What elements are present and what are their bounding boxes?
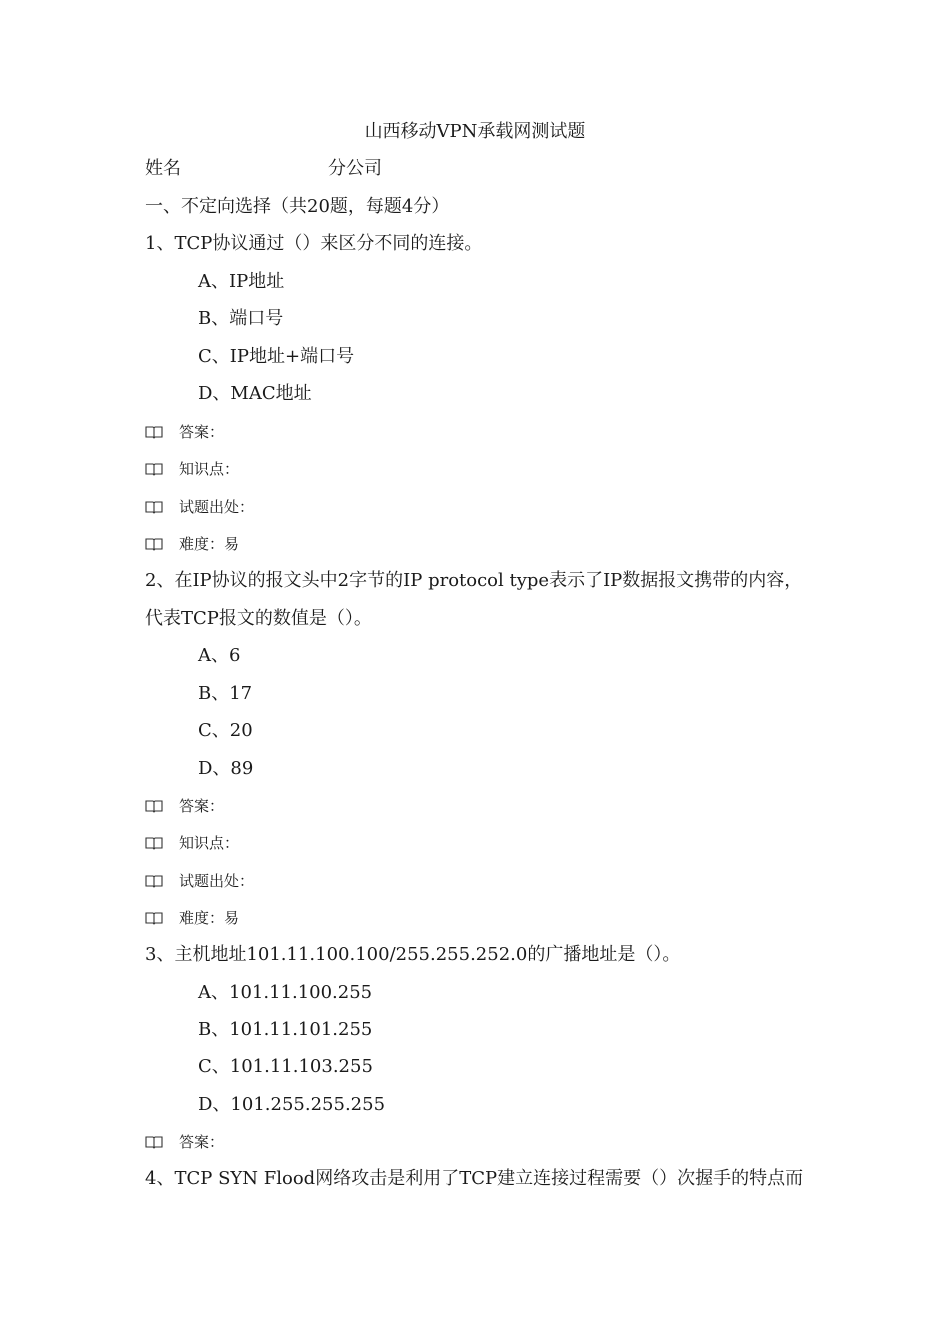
open-book-icon [145,500,163,514]
open-book-icon [145,836,163,850]
company-label: 分公司 [328,158,382,179]
source-label: 试题出处： [179,872,255,890]
question-3-answer [145,1130,224,1154]
answer-label: 答案： [179,423,225,441]
question-2-source [145,869,254,893]
question-2-difficulty [145,906,239,930]
difficulty-label: 难度：易 [179,909,240,927]
question-2-option-a: A、6 [198,645,241,666]
question-3-option-c: C、101.11.103.255 [198,1056,373,1077]
question-3-option-a: A、101.11.100.255 [198,982,373,1003]
question-1-option-a: A、IP地址 [198,271,285,292]
difficulty-label: 难度：易 [179,535,240,553]
question-2-option-b: B、17 [198,683,253,704]
open-book-icon [145,537,163,551]
document-title: 山西移动VPN承载网测试题 [364,121,586,142]
answer-label: 答案： [179,797,225,815]
question-2-stem-line-1: 2、在IP协议的报文头中2字节的IP protocol type表示了IP数据报文携带的内容， [145,570,803,591]
question-3-option-d: D、101.255.255.255 [198,1094,386,1115]
question-2-option-c: C、20 [198,720,253,741]
question-1-knowledge [145,457,239,481]
question-2-stem-line-2: 代表TCP报文的数值是（）。 [145,608,372,629]
question-2-answer [145,794,224,818]
source-label: 试题出处： [179,498,255,516]
question-2-knowledge [145,831,239,855]
answer-label: 答案： [179,1133,225,1151]
question-1-option-b: B、端口号 [198,308,284,329]
question-1-option-d: D、MAC地址 [198,383,312,404]
open-book-icon [145,911,163,925]
question-1-answer [145,420,224,444]
open-book-icon [145,1135,163,1149]
question-4-stem: 4、TCP SYN Flood网络攻击是利用了TCP建立连接过程需要（）次握手的特点而 [145,1168,804,1189]
question-2-option-d: D、89 [198,758,254,779]
open-book-icon [145,799,163,813]
question-1-difficulty [145,532,239,556]
question-3-stem: 3、主机地址101.11.100.100/255.255.252.0的广播地址是（）。 [145,944,681,965]
question-1-source [145,495,254,519]
section-heading: 一、不定向选择（共20题，每题4分） [145,196,450,217]
open-book-icon [145,425,163,439]
question-1-stem: 1、TCP协议通过（）来区分不同的连接。 [145,233,483,254]
knowledge-label: 知识点： [179,834,240,852]
open-book-icon [145,462,163,476]
open-book-icon [145,874,163,888]
question-1-option-c: C、IP地址+端口号 [198,346,355,367]
name-label: 姓名 [145,158,181,179]
knowledge-label: 知识点： [179,460,240,478]
question-3-option-b: B、101.11.101.255 [198,1019,373,1040]
